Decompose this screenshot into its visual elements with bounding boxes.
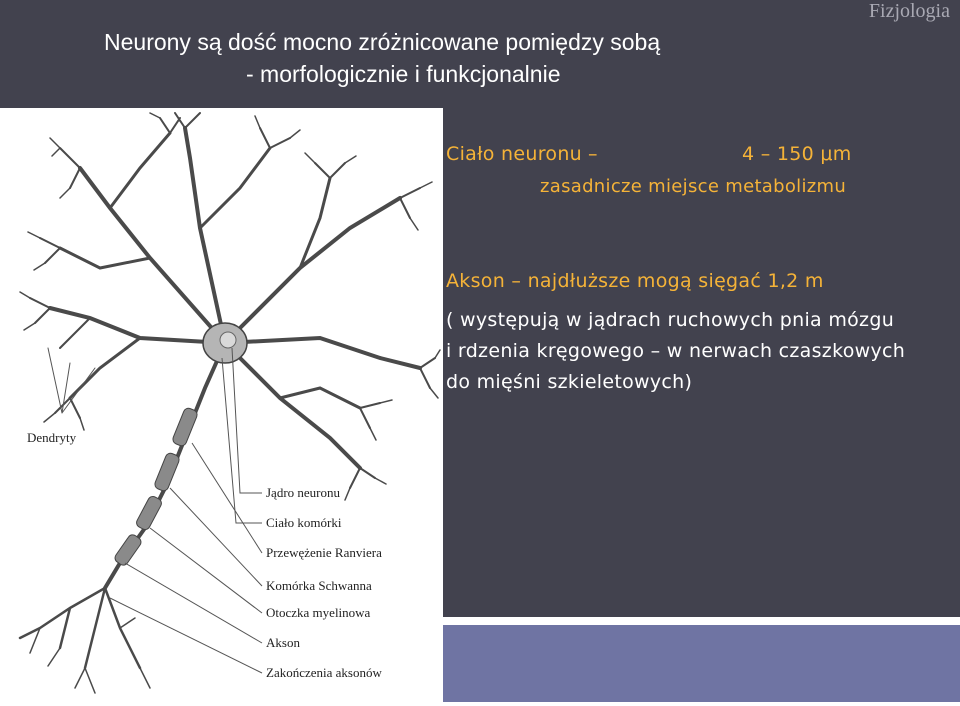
title-line-2: - morfologicznie i funkcjonalnie	[246, 61, 561, 87]
label-otoczka-myelinowa: Otoczka myelinowa	[266, 605, 371, 620]
akson-description	[446, 305, 905, 398]
akson-row	[446, 270, 824, 292]
cialo-description: zasadnicze miejsce metabolizmu	[540, 176, 847, 197]
akson-label: Akson	[446, 270, 506, 292]
bottom-band	[443, 625, 960, 702]
cialo-row	[446, 143, 852, 165]
brand-label: Fizjologia	[868, 0, 950, 22]
label-akson: Akson	[266, 635, 300, 650]
neuron-diagram	[0, 108, 443, 702]
label-zakonczenia-aksonow: Zakończenia aksonów	[266, 665, 382, 680]
akson-line-2: i rdzenia kręgowego – w nerwach czaszkowych	[446, 340, 906, 362]
label-dendryty: Dendryty	[27, 430, 77, 445]
cialo-size: 4 – 150 μm	[742, 143, 852, 165]
akson-rest: najdłuższe mogą sięgać 1,2 m	[527, 270, 824, 292]
akson-line-1: ( występują w jądrach ruchowych pnia mózgu	[446, 309, 895, 331]
cialo-dash: –	[588, 143, 598, 165]
label-jadro-neuronu: Jądro neuronu	[266, 485, 341, 500]
akson-line-3: do mięśni szkieletowych)	[446, 371, 693, 393]
label-komorka-schwanna: Komórka Schwanna	[266, 578, 372, 593]
akson-dash: –	[511, 270, 522, 292]
cialo-label: Ciało neuronu	[446, 143, 583, 165]
label-cialo-komorki: Ciało komórki	[266, 515, 342, 530]
title-line-1: Neurony są dość mocno zróżnicowane pomiędzy sobą	[104, 29, 661, 55]
nucleus-shape	[220, 332, 236, 348]
slide-title	[104, 26, 804, 90]
label-przewezenie-ranviera: Przewężenie Ranviera	[266, 545, 382, 560]
neuron-illustration	[0, 108, 443, 702]
